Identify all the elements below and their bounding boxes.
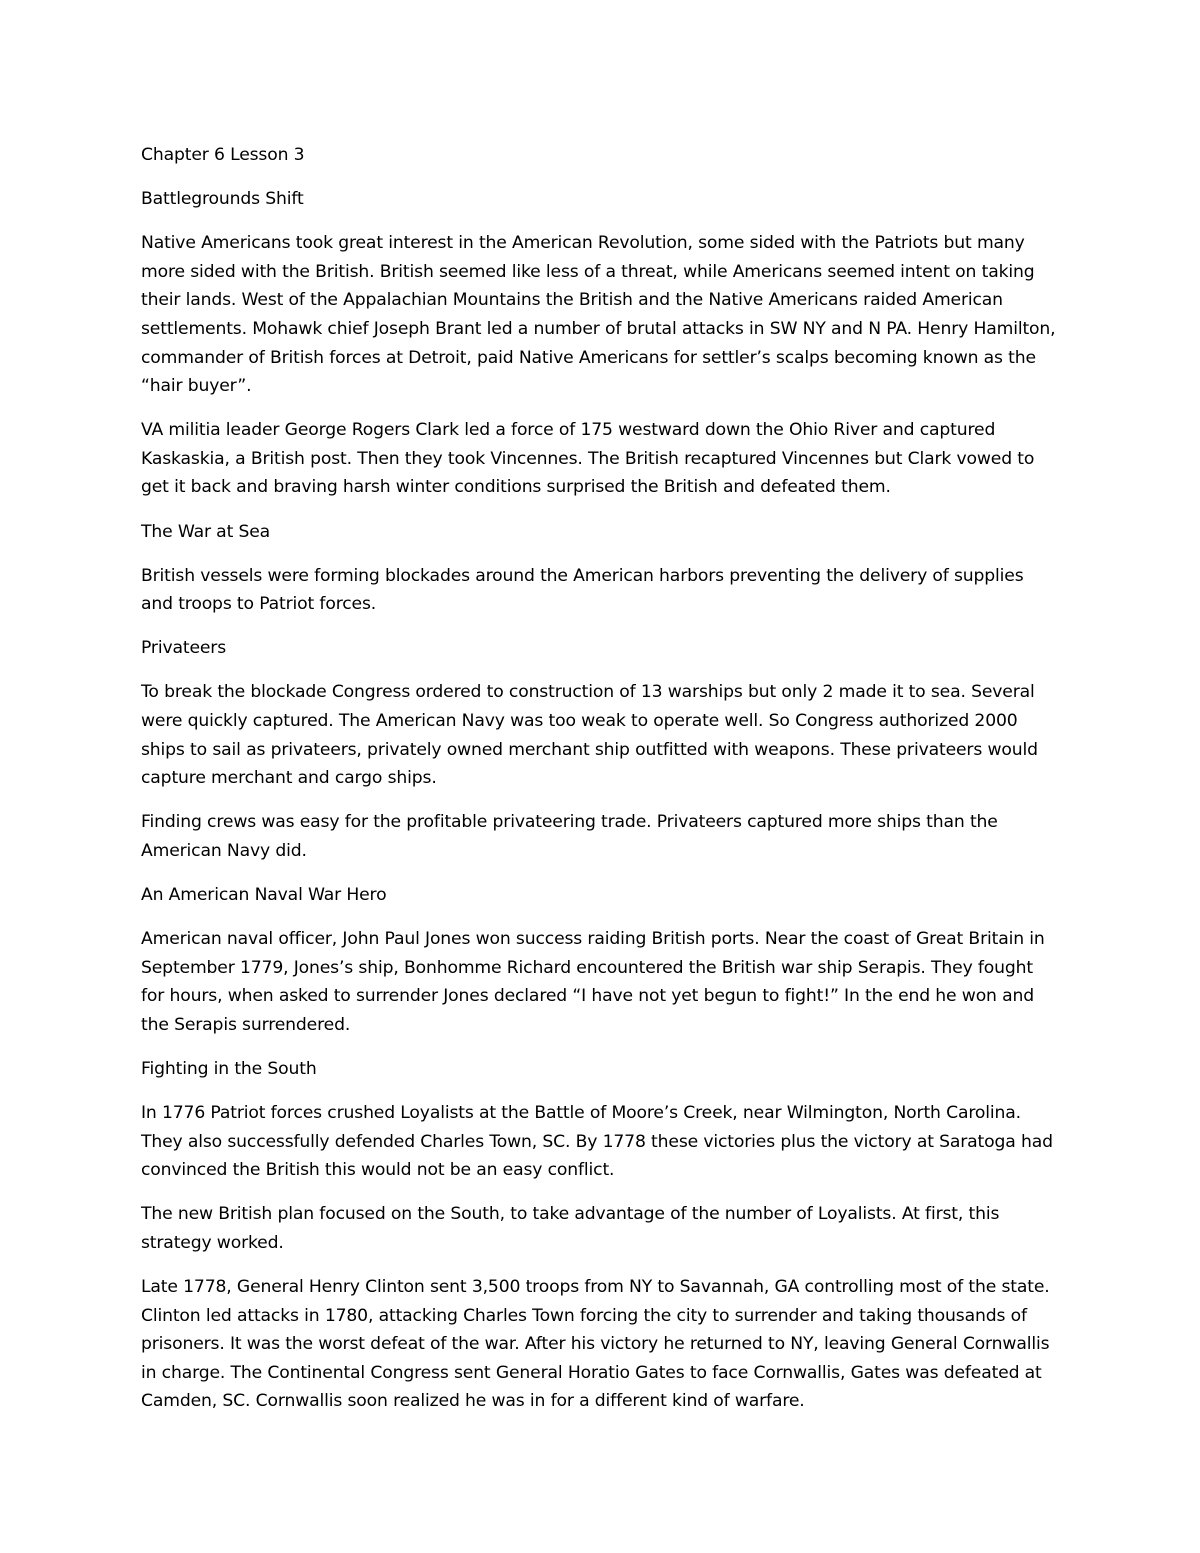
document-title: Chapter 6 Lesson 3 [141,145,305,165]
section-heading-naval-war-hero: An American Naval War Hero [141,884,387,905]
paragraph-british-plan: The new British plan focused on the South, to take advantage of the number of Loyalists. At first, this strategy worked. [141,1204,1000,1253]
paragraph-henry-clinton: Late 1778, General Henry Clinton sent 3,500 troops from NY to Savannah, GA controlling most of the state. Clinton led attacks in 1780, attacking Charles Town forcing the city to surrender and taking thousands of prisoners. It was the worst defeat of the war. After his victory he returned to NY, leaving General Cornwallis in charge. The Continental Congress sent General Horatio Gates to face Cornwallis, Gates was defeated at Camden, SC. Cornwallis soon realized he was in for a different kind of warfare. [141,1277,1050,1412]
paragraph-finding-crews: Finding crews was easy for the profitable privateering trade. Privateers captured more ships than the American Navy did. [141,812,998,861]
paragraph-moores-creek: In 1776 Patriot forces crushed Loyalists at the Battle of Moore’s Creek, near Wilmington, North Carolina. They also successfully defended Charles Town, SC. By 1778 these victories plus the victory at Saratoga had convinced the British this would not be an easy conflict. [141,1103,1053,1181]
section-heading-fighting-south: Fighting in the South [141,1058,317,1079]
section-heading-war-at-sea: The War at Sea [141,521,271,542]
paragraph-george-rogers-clark: VA militia leader George Rogers Clark led a force of 175 westward down the Ohio River and captured Kaskaskia, a British post. Then they took Vincennes. The British recaptured Vincennes but Clark vowed to get it back and braving harsh winter conditions surprised the British and defeated them. [141,420,1035,498]
paragraph-native-americans: Native Americans took great interest in the American Revolution, some sided with the Patriots but many more sided with the British. British seemed like less of a threat, while Americans seemed intent on taking their lands. West of the Appalachian Mountains the British and the Native Americans raided American settlements. Mohawk chief Joseph Brant led a number of brutal attacks in SW NY and N PA. Henry Hamilton, commander of British forces at Detroit, paid Native Americans for settler’s scalps becoming known as the “hair buyer”. [141,233,1056,397]
section-heading-battlegrounds-shift: Battlegrounds Shift [141,189,304,210]
section-heading-privateers: Privateers [141,638,227,659]
paragraph-blockades: British vessels were forming blockades around the American harbors preventing the delivery of supplies and troops to Patriot forces. [141,565,1024,615]
paragraph-break-blockade: To break the blockade Congress ordered to construction of 13 warships but only 2 made it to sea. Several were quickly captured. The American Navy was too weak to operate well. So Congress authorized 2000 ships to sail as privateers, privately owned merchant ship outfitted with weapons. These privateers would capture merchant and cargo ships. [141,682,1038,789]
document-body [141,141,1059,1431]
paragraph-john-paul-jones: American naval officer, John Paul Jones won success raiding British ports. Near the coast of Great Britain in September 1779, Jones’s ship, Bonhomme Richard encountered the British war ship Serapis. They fought for hours, when asked to surrender Jones declared “I have not yet begun to fight!” In the end he won and the Serapis surrendered. [141,929,1045,1035]
